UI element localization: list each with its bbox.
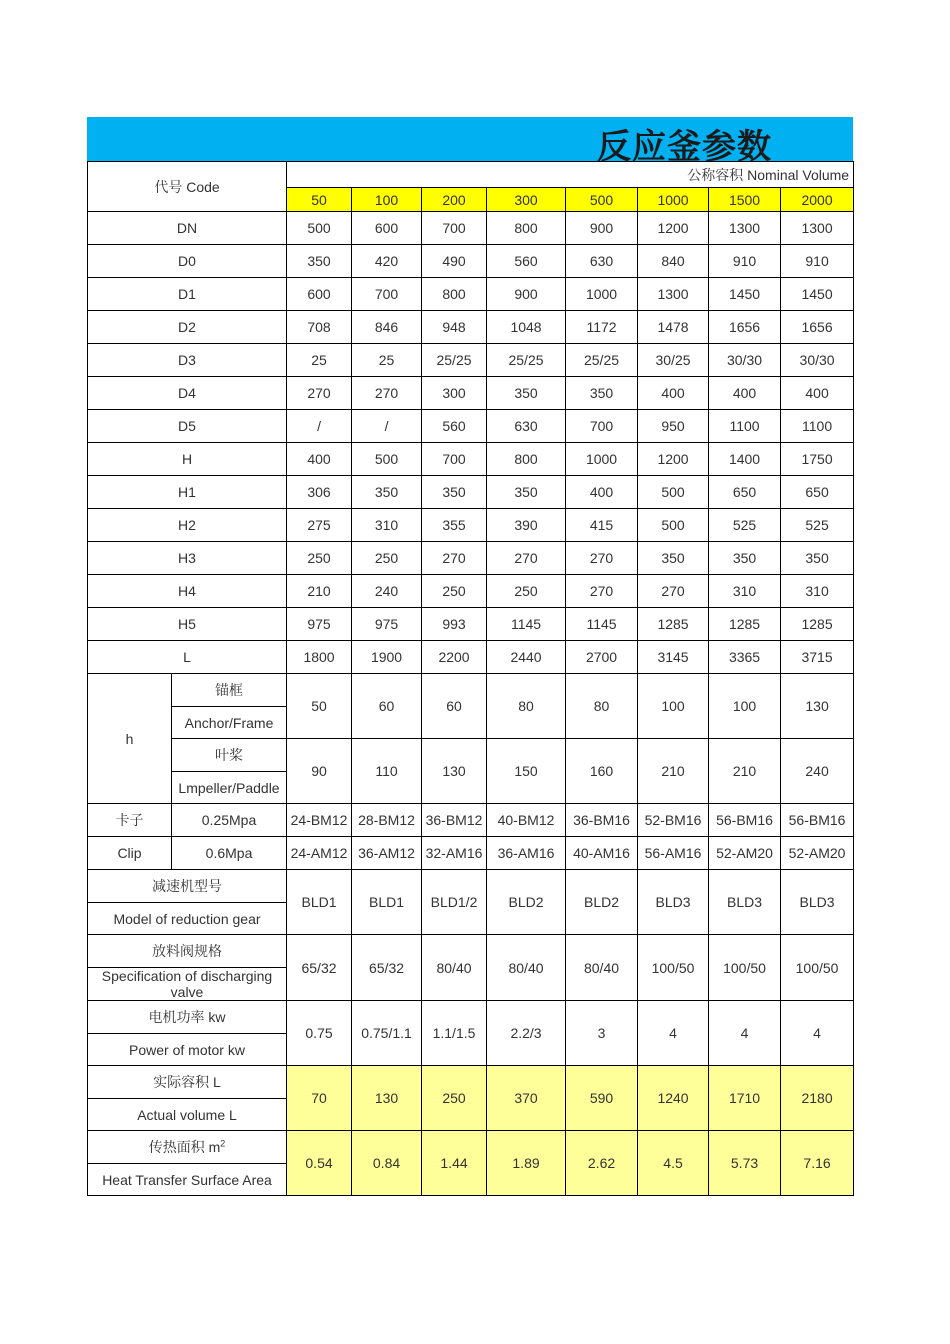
value-cell: 0.75/1.1 <box>352 1001 422 1066</box>
value-cell: 24-AM12 <box>287 837 352 870</box>
value-cell: 270 <box>638 575 709 608</box>
value-cell: 25 <box>352 344 422 377</box>
value-cell: 110 <box>352 739 422 804</box>
value-cell: 0.75 <box>287 1001 352 1066</box>
row-label-cn: 电机功率 kw <box>88 1001 287 1034</box>
superscript: 2 <box>220 1138 226 1149</box>
value-cell: 525 <box>709 509 781 542</box>
value-cell: 310 <box>352 509 422 542</box>
value-cell: 1200 <box>638 212 709 245</box>
value-cell: 1656 <box>781 311 854 344</box>
value-cell: 70 <box>287 1066 352 1131</box>
row-label-en: Heat Transfer Surface Area <box>88 1164 287 1196</box>
table-row <box>88 212 854 245</box>
value-cell: / <box>287 410 352 443</box>
row-label: D0 <box>88 245 287 278</box>
value-cell: 80 <box>566 674 638 739</box>
row-label: L <box>88 641 287 674</box>
row-label-cn: 减速机型号 <box>88 870 287 903</box>
value-cell: 7.16 <box>781 1131 854 1196</box>
value-cell: 560 <box>487 245 566 278</box>
value-cell: 25/25 <box>487 344 566 377</box>
value-cell: 1.44 <box>422 1131 487 1196</box>
value-cell: 2700 <box>566 641 638 674</box>
value-cell: 3715 <box>781 641 854 674</box>
value-cell: 400 <box>287 443 352 476</box>
value-cell: 1.1/1.5 <box>422 1001 487 1066</box>
volume-cell: 200 <box>422 188 487 212</box>
value-cell: 25/25 <box>422 344 487 377</box>
value-cell: 250 <box>422 1066 487 1131</box>
value-cell: 500 <box>638 509 709 542</box>
value-cell: 52-BM16 <box>638 804 709 837</box>
row-label-en: Specification of discharging valve <box>88 968 287 1001</box>
row-label: D2 <box>88 311 287 344</box>
value-cell: 56-BM16 <box>781 804 854 837</box>
value-cell: 846 <box>352 311 422 344</box>
value-cell: 950 <box>638 410 709 443</box>
value-cell: 910 <box>709 245 781 278</box>
value-cell: 1200 <box>638 443 709 476</box>
value-cell: 0.84 <box>352 1131 422 1196</box>
value-cell: 4 <box>638 1001 709 1066</box>
value-cell: 630 <box>566 245 638 278</box>
spec-sheet <box>87 117 853 1196</box>
anchor-label-en: Anchor/Frame <box>172 707 287 739</box>
volume-cell: 2000 <box>781 188 854 212</box>
value-cell: 1000 <box>566 443 638 476</box>
value-cell: 2.2/3 <box>487 1001 566 1066</box>
value-cell: 80/40 <box>566 935 638 1001</box>
value-cell: 36-BM12 <box>422 804 487 837</box>
value-cell: 100/50 <box>709 935 781 1001</box>
value-cell: 210 <box>638 739 709 804</box>
title-bar <box>87 117 853 167</box>
value-cell: 60 <box>352 674 422 739</box>
value-cell: 250 <box>422 575 487 608</box>
row-label-cn: 实际容积 L <box>88 1066 287 1099</box>
value-cell: 490 <box>422 245 487 278</box>
value-cell: 400 <box>781 377 854 410</box>
value-cell: 1285 <box>638 608 709 641</box>
value-cell: 900 <box>487 278 566 311</box>
value-cell: 900 <box>566 212 638 245</box>
value-cell: 2.62 <box>566 1131 638 1196</box>
value-cell: 30/30 <box>709 344 781 377</box>
value-cell: 2180 <box>781 1066 854 1131</box>
value-cell: 210 <box>709 739 781 804</box>
value-cell: 1048 <box>487 311 566 344</box>
value-cell: 700 <box>422 212 487 245</box>
volume-cell: 500 <box>566 188 638 212</box>
table-row <box>88 575 854 608</box>
value-cell: 130 <box>352 1066 422 1131</box>
value-cell: 1300 <box>781 212 854 245</box>
value-cell: 130 <box>422 739 487 804</box>
value-cell: 370 <box>487 1066 566 1131</box>
value-cell: 708 <box>287 311 352 344</box>
volume-cell: 100 <box>352 188 422 212</box>
value-cell: 500 <box>638 476 709 509</box>
value-cell: 2440 <box>487 641 566 674</box>
value-cell: 65/32 <box>352 935 422 1001</box>
value-cell: 270 <box>487 542 566 575</box>
value-cell: 36-BM16 <box>566 804 638 837</box>
value-cell: 400 <box>709 377 781 410</box>
value-cell: 1.89 <box>487 1131 566 1196</box>
value-cell: 25 <box>287 344 352 377</box>
value-cell: 975 <box>287 608 352 641</box>
value-cell: 400 <box>566 476 638 509</box>
value-cell: 1240 <box>638 1066 709 1131</box>
value-cell: 5.73 <box>709 1131 781 1196</box>
value-cell: BLD2 <box>566 870 638 935</box>
value-cell: 1710 <box>709 1066 781 1131</box>
value-cell: 275 <box>287 509 352 542</box>
value-cell: 525 <box>781 509 854 542</box>
row-label-cn: 传热面积 $m^2$ <box>88 1131 287 1164</box>
value-cell: 160 <box>566 739 638 804</box>
value-cell: 310 <box>709 575 781 608</box>
table-row <box>88 410 854 443</box>
value-cell: 350 <box>487 377 566 410</box>
value-cell: BLD1 <box>287 870 352 935</box>
value-cell: 30/30 <box>781 344 854 377</box>
value-cell: 1450 <box>781 278 854 311</box>
nominal-volume-label: 公称容积 Nominal Volume <box>287 162 854 188</box>
value-cell: BLD3 <box>709 870 781 935</box>
h-anchor-row <box>88 674 854 707</box>
table-row <box>88 245 854 278</box>
table-row <box>88 608 854 641</box>
value-cell: 36-AM16 <box>487 837 566 870</box>
value-cell: 270 <box>566 542 638 575</box>
value-cell: 1656 <box>709 311 781 344</box>
row-label-en: Power of motor kw <box>88 1034 287 1066</box>
value-cell: 1750 <box>781 443 854 476</box>
value-cell: 350 <box>638 542 709 575</box>
double-row <box>88 1066 854 1099</box>
spec-table-body <box>88 162 854 1196</box>
value-cell: 250 <box>352 542 422 575</box>
value-cell: 130 <box>781 674 854 739</box>
value-cell: 800 <box>422 278 487 311</box>
row-label: H <box>88 443 287 476</box>
value-cell: 590 <box>566 1066 638 1131</box>
value-cell: 90 <box>287 739 352 804</box>
value-cell: 80/40 <box>487 935 566 1001</box>
value-cell: 150 <box>487 739 566 804</box>
row-label: D1 <box>88 278 287 311</box>
value-cell: 270 <box>422 542 487 575</box>
value-cell: BLD3 <box>781 870 854 935</box>
value-cell: BLD3 <box>638 870 709 935</box>
value-cell: 910 <box>781 245 854 278</box>
table-row <box>88 278 854 311</box>
row-label-en: Actual volume L <box>88 1099 287 1131</box>
value-cell: 2200 <box>422 641 487 674</box>
code-label: 代号 Code <box>88 162 287 212</box>
value-cell: 630 <box>487 410 566 443</box>
row-label-cn: 放料阀规格 <box>88 935 287 968</box>
row-label: H4 <box>88 575 287 608</box>
anchor-label-cn: 锚框 <box>172 674 287 707</box>
value-cell: 975 <box>352 608 422 641</box>
table-row <box>88 443 854 476</box>
value-cell: 390 <box>487 509 566 542</box>
value-cell: 32-AM16 <box>422 837 487 870</box>
value-cell: 650 <box>781 476 854 509</box>
value-cell: 3365 <box>709 641 781 674</box>
value-cell: / <box>352 410 422 443</box>
value-cell: 40-AM16 <box>566 837 638 870</box>
value-cell: 306 <box>287 476 352 509</box>
value-cell: 100 <box>638 674 709 739</box>
spec-table <box>87 161 854 1196</box>
value-cell: 993 <box>422 608 487 641</box>
value-cell: 1800 <box>287 641 352 674</box>
double-row <box>88 935 854 968</box>
value-cell: 350 <box>422 476 487 509</box>
value-cell: 420 <box>352 245 422 278</box>
value-cell: 700 <box>566 410 638 443</box>
value-cell: 40-BM12 <box>487 804 566 837</box>
value-cell: 1100 <box>781 410 854 443</box>
row-label: D5 <box>88 410 287 443</box>
clip-pressure: 0.25Mpa <box>172 804 287 837</box>
double-row <box>88 870 854 903</box>
table-row <box>88 641 854 674</box>
value-cell: 50 <box>287 674 352 739</box>
value-cell: 650 <box>709 476 781 509</box>
page-title: 反应釜参数 <box>597 127 772 167</box>
value-cell: 52-AM20 <box>709 837 781 870</box>
double-row <box>88 1131 854 1164</box>
value-cell: 948 <box>422 311 487 344</box>
value-cell: 1900 <box>352 641 422 674</box>
volume-cell: 50 <box>287 188 352 212</box>
value-cell: 1450 <box>709 278 781 311</box>
row-label-en: Model of reduction gear <box>88 903 287 935</box>
value-cell: 36-AM12 <box>352 837 422 870</box>
value-cell: 800 <box>487 443 566 476</box>
value-cell: 600 <box>352 212 422 245</box>
value-cell: 100 <box>709 674 781 739</box>
value-cell: 24-BM12 <box>287 804 352 837</box>
value-cell: 60 <box>422 674 487 739</box>
volume-cell: 1000 <box>638 188 709 212</box>
value-cell: 350 <box>566 377 638 410</box>
value-cell: 700 <box>352 278 422 311</box>
value-cell: 355 <box>422 509 487 542</box>
value-cell: 80 <box>487 674 566 739</box>
value-cell: 3 <box>566 1001 638 1066</box>
table-row <box>88 509 854 542</box>
table-row <box>88 377 854 410</box>
value-cell: 1145 <box>566 608 638 641</box>
clip-label-en: Clip <box>88 837 172 870</box>
value-cell: 350 <box>709 542 781 575</box>
value-cell: BLD1 <box>352 870 422 935</box>
value-cell: 300 <box>422 377 487 410</box>
table-row <box>88 344 854 377</box>
clip-label-cn: 卡子 <box>88 804 172 837</box>
row-label: DN <box>88 212 287 245</box>
value-cell: 1000 <box>566 278 638 311</box>
value-cell: 100/50 <box>781 935 854 1001</box>
value-cell: 28-BM12 <box>352 804 422 837</box>
value-cell: 1300 <box>709 212 781 245</box>
value-cell: 56-AM16 <box>638 837 709 870</box>
value-cell: BLD1/2 <box>422 870 487 935</box>
volume-cell: 1500 <box>709 188 781 212</box>
value-cell: 250 <box>287 542 352 575</box>
volume-cell: 300 <box>487 188 566 212</box>
clip-pressure: 0.6Mpa <box>172 837 287 870</box>
h-impeller-row <box>88 739 854 772</box>
value-cell: 30/25 <box>638 344 709 377</box>
value-cell: 1400 <box>709 443 781 476</box>
value-cell: 4 <box>781 1001 854 1066</box>
table-row <box>88 476 854 509</box>
value-cell: 1100 <box>709 410 781 443</box>
value-cell: 800 <box>487 212 566 245</box>
value-cell: 250 <box>487 575 566 608</box>
value-cell: 56-BM16 <box>709 804 781 837</box>
impeller-label-cn: 叶桨 <box>172 739 287 772</box>
row-label: H1 <box>88 476 287 509</box>
value-cell: 1145 <box>487 608 566 641</box>
value-cell: 500 <box>287 212 352 245</box>
value-cell: 25/25 <box>566 344 638 377</box>
value-cell: 1478 <box>638 311 709 344</box>
value-cell: 240 <box>781 739 854 804</box>
row-label: D3 <box>88 344 287 377</box>
row-label: H3 <box>88 542 287 575</box>
value-cell: 80/40 <box>422 935 487 1001</box>
value-cell: 4 <box>709 1001 781 1066</box>
value-cell: 4.5 <box>638 1131 709 1196</box>
value-cell: 700 <box>422 443 487 476</box>
table-row <box>88 542 854 575</box>
value-cell: 240 <box>352 575 422 608</box>
value-cell: 1285 <box>709 608 781 641</box>
value-cell: 560 <box>422 410 487 443</box>
value-cell: 270 <box>566 575 638 608</box>
row-label: H2 <box>88 509 287 542</box>
value-cell: 415 <box>566 509 638 542</box>
h-label: h <box>88 674 172 804</box>
value-cell: 350 <box>781 542 854 575</box>
value-cell: 270 <box>287 377 352 410</box>
value-cell: BLD2 <box>487 870 566 935</box>
value-cell: 310 <box>781 575 854 608</box>
value-cell: 400 <box>638 377 709 410</box>
value-cell: 1300 <box>638 278 709 311</box>
row-label: D4 <box>88 377 287 410</box>
impeller-label-en: Lmpeller/Paddle <box>172 772 287 804</box>
clip-row <box>88 837 854 870</box>
value-cell: 1172 <box>566 311 638 344</box>
value-cell: 500 <box>352 443 422 476</box>
row-label: H5 <box>88 608 287 641</box>
value-cell: 840 <box>638 245 709 278</box>
double-row <box>88 1001 854 1034</box>
value-cell: 210 <box>287 575 352 608</box>
value-cell: 350 <box>352 476 422 509</box>
value-cell: 100/50 <box>638 935 709 1001</box>
value-cell: 52-AM20 <box>781 837 854 870</box>
value-cell: 65/32 <box>287 935 352 1001</box>
value-cell: 350 <box>487 476 566 509</box>
value-cell: 350 <box>287 245 352 278</box>
value-cell: 3145 <box>638 641 709 674</box>
clip-row <box>88 804 854 837</box>
value-cell: 1285 <box>781 608 854 641</box>
value-cell: 600 <box>287 278 352 311</box>
value-cell: 270 <box>352 377 422 410</box>
table-row <box>88 311 854 344</box>
value-cell: 0.54 <box>287 1131 352 1196</box>
